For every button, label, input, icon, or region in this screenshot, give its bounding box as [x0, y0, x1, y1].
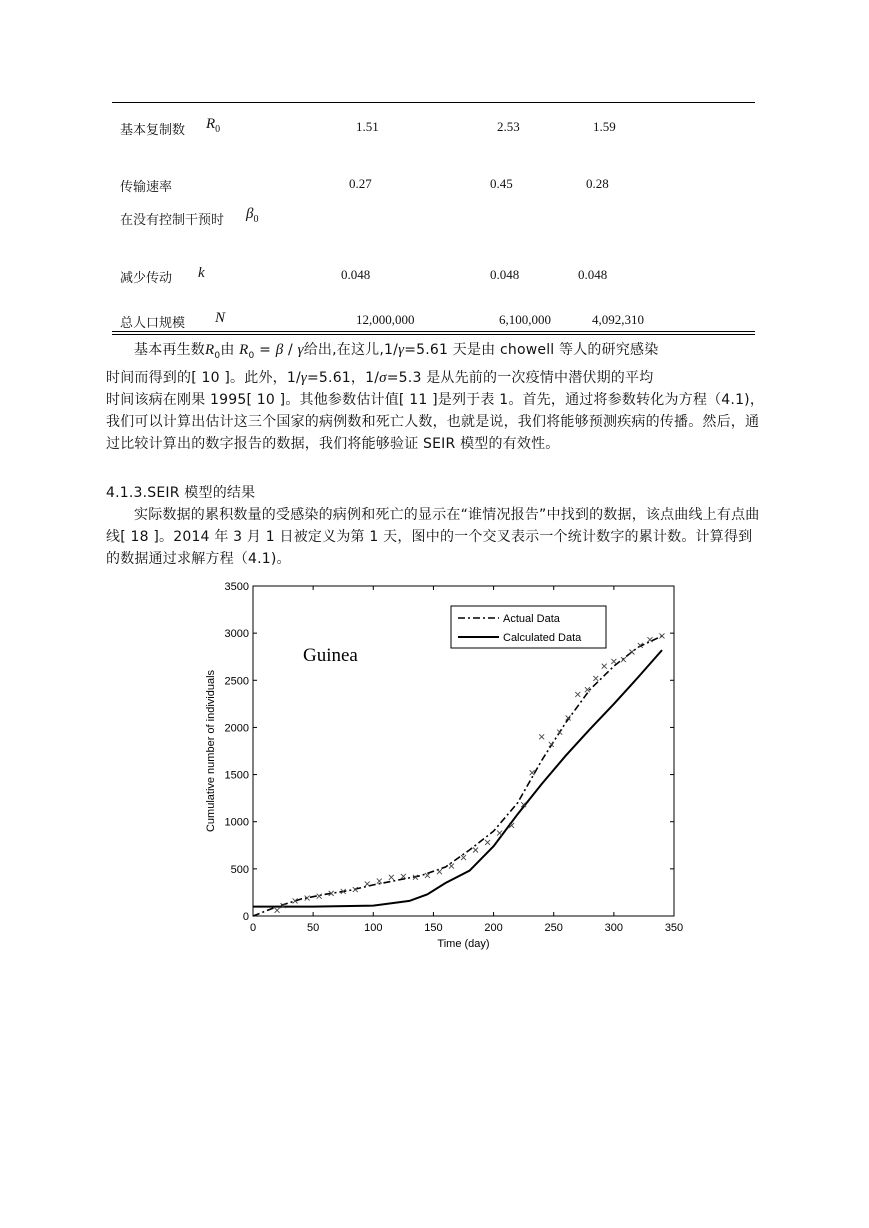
y-tick-label: 2000 — [224, 722, 249, 735]
chart-annotation: Guinea — [303, 645, 358, 666]
row-symbol: N — [215, 310, 226, 326]
body-paragraph — [106, 339, 766, 455]
legend-label: Actual Data — [503, 613, 560, 625]
x-tick-label: 200 — [484, 922, 503, 934]
row-label: 总人口规模 — [120, 316, 186, 331]
y-tick-label: 1500 — [224, 769, 249, 782]
y-tick-label: 0 — [242, 911, 249, 923]
body-paragraph: 实际数据的累积数量的受感染的病例和死亡的显示在“谁情况报告”中找到的数据，该点曲线上有点曲线[ 18 ]。2014 年 3 月 1 日被定义为第 1 天，图中的一个交叉表示一个统计数字的累计数。计算得到的数据通过求解方程（4.1)。 — [106, 507, 760, 567]
row-label: 基本复制数 — [120, 123, 186, 138]
value-cell: 0.27 — [349, 176, 372, 191]
value-cell: 6,100,000 — [499, 312, 551, 327]
table-bottom-rule — [112, 331, 755, 332]
value-cell: 0.28 — [586, 176, 609, 191]
paragraph-text: 时间该病在刚果 1995[ 10 ]。其他参数估计值[ 11 ]是列于表 1。首先，通过将参数转化为方程（4.1)，我们可以计算出估计这三个国家的病例数和死亡人数，也就是说，我们将能够预测疾病的传播。然后，通过比较计算出的数字报告的数据，我们将能够验证 SEIR 模型的有效性。 — [106, 391, 765, 452]
x-tick-label: 300 — [604, 922, 624, 934]
y-axis-label: Cumulative number of individuals — [205, 669, 217, 833]
y-tick-label: 2500 — [224, 675, 249, 688]
y-tick-label: 500 — [230, 863, 249, 876]
x-tick-label: 150 — [424, 922, 443, 934]
y-tick-label: 3500 — [224, 581, 249, 593]
row-symbol: k — [198, 265, 205, 281]
y-tick-label: 1000 — [224, 816, 249, 829]
value-cell: 1.59 — [593, 119, 616, 134]
x-tick-label: 50 — [307, 922, 320, 934]
y-tick-label: 3000 — [224, 628, 249, 641]
x-tick-label: 350 — [664, 922, 684, 934]
value-cell: 0.45 — [490, 176, 513, 191]
value-cell: 2.53 — [497, 119, 520, 134]
table-top-rule — [112, 102, 755, 103]
value-cell: 12,000,000 — [356, 312, 415, 327]
section-heading: 4.1.3.SEIR 模型的结果 — [106, 485, 256, 501]
value-cell: 4,092,310 — [592, 312, 644, 327]
row-label: 传输速率 — [120, 180, 173, 195]
row-symbol: $R_0$ — [206, 116, 221, 135]
guinea-chart — [200, 578, 690, 958]
row-label: 减少传动 — [120, 271, 173, 286]
row-symbol: $\beta_0$ — [246, 206, 259, 225]
value-cell: 1.51 — [356, 119, 379, 134]
x-tick-label: 0 — [249, 922, 257, 934]
x-tick-label: 250 — [544, 922, 563, 934]
paragraph-line: 基本再生数$R_0$由 $R_0 = \beta / \gamma$给出,在这儿,1/γ=5.61 天是由 chowell 等人的研究感染 — [134, 342, 659, 361]
value-cell: 0.048 — [578, 267, 608, 282]
legend-label: Calculated Data — [503, 632, 582, 644]
table-bottom-rule — [112, 334, 755, 335]
x-axis-label: Time (day) — [437, 938, 490, 950]
row-label-line2: 在没有控制干预时 — [120, 213, 225, 228]
paragraph-line: 时间而得到的[ 10 ]。此外，1/γ=5.61，1/σ=5.3 是从先前的一次疫情中潜伏期的平均 — [106, 369, 654, 386]
value-cell: 0.048 — [490, 267, 520, 282]
value-cell: 0.048 — [341, 267, 371, 282]
x-tick-label: 100 — [364, 922, 383, 934]
